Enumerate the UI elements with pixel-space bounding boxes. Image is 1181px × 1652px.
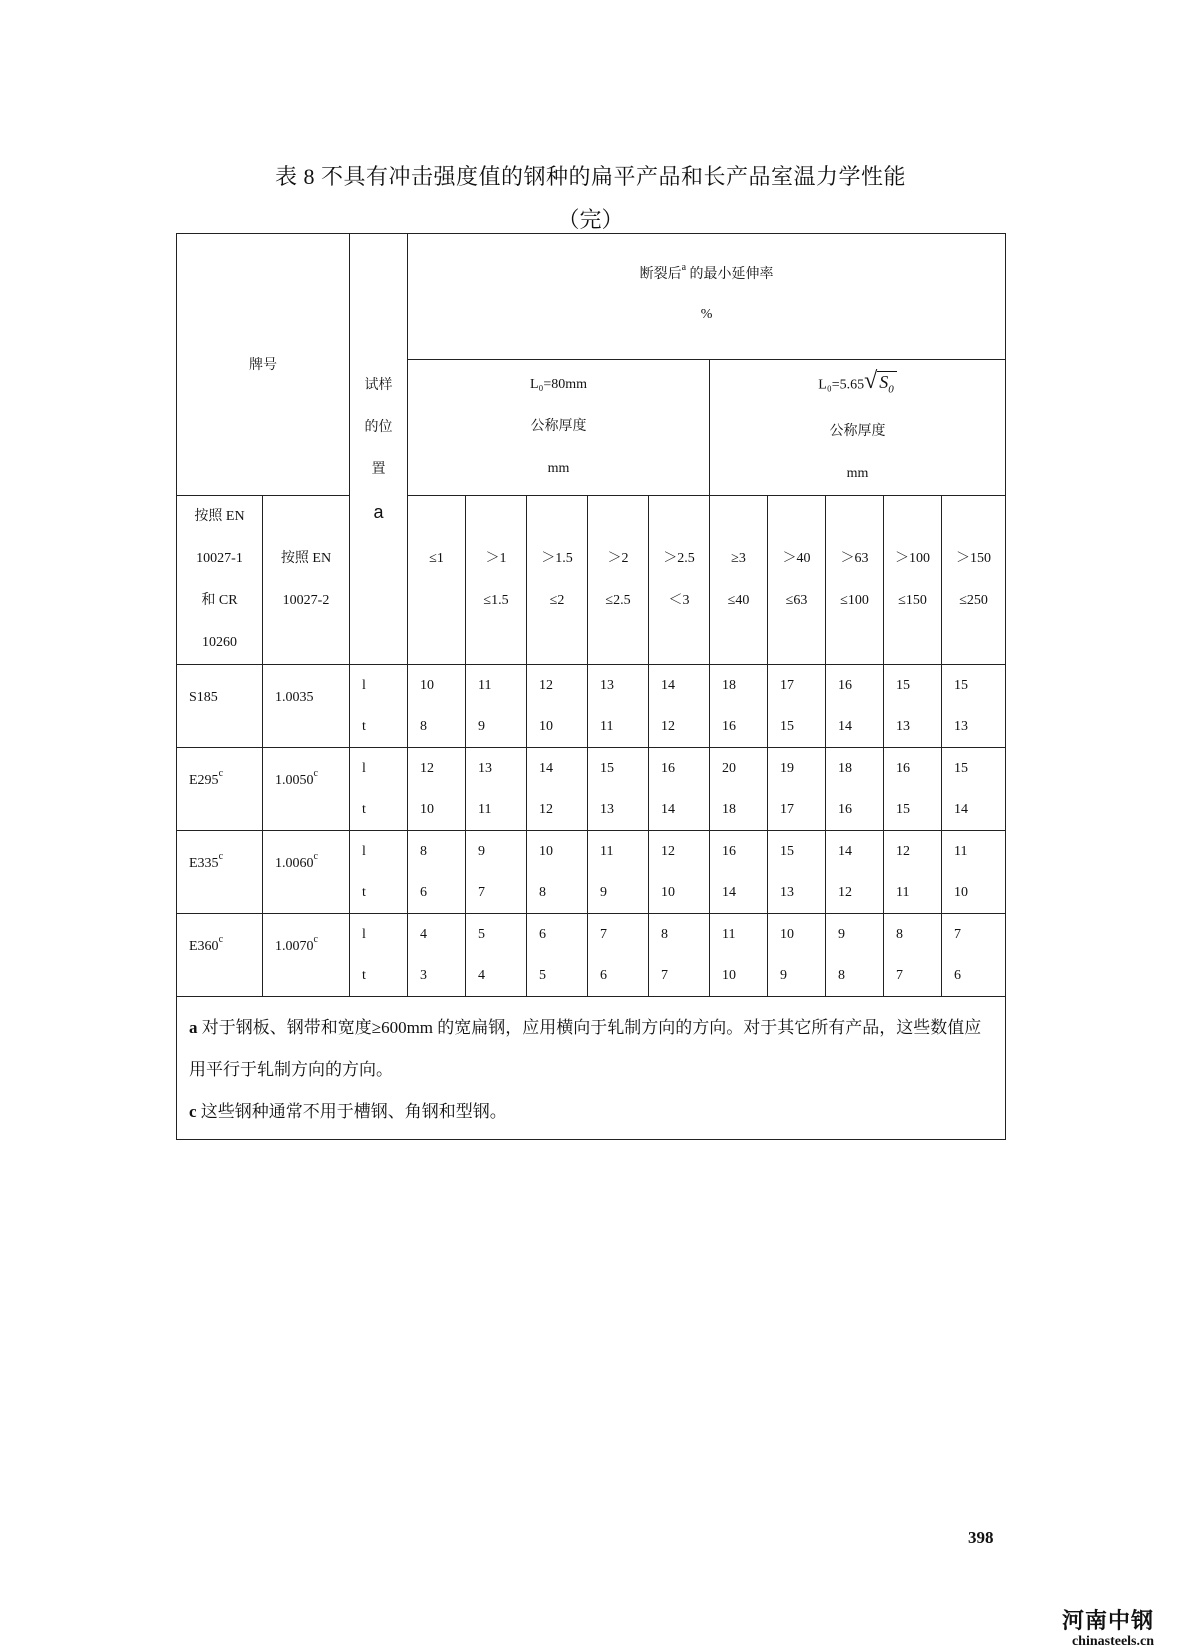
elongation-value-cell: 18 16 (826, 747, 884, 830)
elongation-value-cell: 16 15 (884, 747, 942, 830)
direction-cell: l t (350, 830, 408, 913)
elongation-value-cell: 12 10 (408, 747, 466, 830)
elongation-value-cell: 15 14 (942, 747, 1006, 830)
mechanical-properties-table (176, 233, 1006, 1140)
elongation-value-cell: 8 7 (649, 913, 710, 996)
sqrt-s0: √ $S_0$ (864, 360, 897, 411)
standard-en10027-1-header: 按照 EN 10027-1 和 CR 10260 (177, 495, 263, 664)
number-cell: 1.0060$^c$ (263, 830, 350, 913)
elongation-value-cell: 15 13 (884, 664, 942, 747)
thickness-range-header: ＞100 ≤150 (884, 495, 942, 664)
table-row (177, 747, 1006, 830)
l0-565-header: L₀=5.65√ $S_0$ 公称厚度 mm (710, 360, 1006, 496)
grade-cell: E295$^c$ (177, 747, 263, 830)
grade-cell: E335$^c$ (177, 830, 263, 913)
thickness-range-header: ＞2 ≤2.5 (588, 495, 649, 664)
elongation-value-cell: 18 16 (710, 664, 768, 747)
thickness-range-header: ＞2.5 ＜3 (649, 495, 710, 664)
elongation-value-cell: 19 17 (768, 747, 826, 830)
table-row (177, 664, 1006, 747)
elongation-value-cell: 13 11 (588, 664, 649, 747)
elongation-value-cell: 12 10 (527, 664, 588, 747)
elongation-value-cell: 11 10 (942, 830, 1006, 913)
elongation-value-cell: 7 6 (942, 913, 1006, 996)
elongation-value-cell: 20 18 (710, 747, 768, 830)
elongation-value-cell: 11 9 (466, 664, 527, 747)
grade-cell: S185 (177, 664, 263, 747)
thickness-range-header: ＞150 ≤250 (942, 495, 1006, 664)
elongation-value-cell: 15 13 (942, 664, 1006, 747)
table-row (177, 830, 1006, 913)
elongation-value-cell: 14 12 (826, 830, 884, 913)
watermark-logo: 河南中钢 chinasteels.cn (1062, 1609, 1155, 1649)
footnote-c: c 这些钢种通常不用于槽钢、角钢和型钢。 (189, 1101, 507, 1121)
footnote-a: a 对于钢板、钢带和宽度≥600mm 的宽扁钢，应用横向于轧制方向的方向。对于其它所有产品，这些数值应用平行于轧制方向的方向。 (189, 1017, 982, 1079)
elongation-value-cell: 8 6 (408, 830, 466, 913)
elongation-unit: % (700, 307, 713, 322)
elongation-value-cell: 9 8 (826, 913, 884, 996)
elongation-value-cell: 5 4 (466, 913, 527, 996)
elongation-value-cell: 8 7 (884, 913, 942, 996)
elongation-value-cell: 7 6 (588, 913, 649, 996)
thickness-range-header: ≥3 ≤40 (710, 495, 768, 664)
elongation-value-cell: 15 13 (588, 747, 649, 830)
elongation-value-cell: 17 15 (768, 664, 826, 747)
number-cell: 1.0070$^c$ (263, 913, 350, 996)
table-subtitle: （完） (557, 207, 624, 232)
thickness-range-header: ≤1 (408, 495, 466, 664)
elongation-value-cell: 6 5 (527, 913, 588, 996)
standard-en10027-2-header: 按照 EN 10027-2 (263, 495, 350, 664)
elongation-value-cell: 16 14 (826, 664, 884, 747)
page-number: 398 (968, 1528, 994, 1547)
elongation-value-cell: 16 14 (649, 747, 710, 830)
number-cell: 1.0035 (263, 664, 350, 747)
direction-cell: l t (350, 913, 408, 996)
elongation-value-cell: 10 8 (408, 664, 466, 747)
elongation-value-cell: 14 12 (649, 664, 710, 747)
l0-80-header: L₀=80mm 公称厚度 mm (408, 360, 710, 496)
elongation-value-cell: 9 7 (466, 830, 527, 913)
elongation-value-cell: 11 9 (588, 830, 649, 913)
elongation-value-cell: 12 11 (884, 830, 942, 913)
number-cell: 1.0050$^c$ (263, 747, 350, 830)
elongation-value-cell: 11 10 (710, 913, 768, 996)
table-row (177, 913, 1006, 996)
table-title: 表 8 不具有冲击强度值的钢种的扁平产品和长产品室温力学性能 (274, 164, 906, 189)
elongation-value-cell: 14 12 (527, 747, 588, 830)
footnotes (177, 996, 1006, 1139)
elongation-value-cell: 15 13 (768, 830, 826, 913)
grade-header: 牌号 (177, 234, 350, 496)
direction-cell: l t (350, 747, 408, 830)
thickness-range-header: ＞1 ≤1.5 (466, 495, 527, 664)
elongation-value-cell: 10 8 (527, 830, 588, 913)
elongation-value-cell: 13 11 (466, 747, 527, 830)
elongation-value-cell: 16 14 (710, 830, 768, 913)
direction-cell: l t (350, 664, 408, 747)
grade-cell: E360$^c$ (177, 913, 263, 996)
thickness-range-header: ＞1.5 ≤2 (527, 495, 588, 664)
thickness-range-header: ＞40 ≤63 (768, 495, 826, 664)
elongation-header: 断裂后$^a$ 的最小延伸率 % (408, 234, 1006, 360)
elongation-value-cell: 10 9 (768, 913, 826, 996)
elongation-value-cell: 4 3 (408, 913, 466, 996)
sample-position-header: 试样 的位 置 a (350, 234, 408, 665)
elongation-value-cell: 12 10 (649, 830, 710, 913)
thickness-range-header: ＞63 ≤100 (826, 495, 884, 664)
